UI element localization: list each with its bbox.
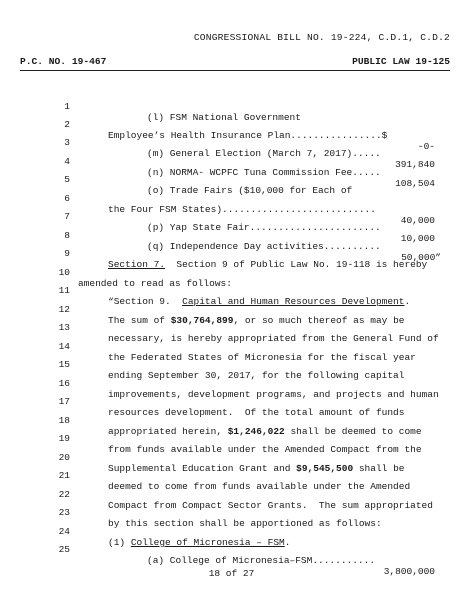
line-amount: 10,000 [400, 233, 435, 244]
line-text: by this section shall be apportioned as follows: [108, 518, 382, 529]
line-text: appropriated herein, $1,246,022 shall be deemed to come [108, 426, 422, 437]
line-text: (n) NORMA- WCPFC Tuna Commission Fee..... [147, 167, 381, 178]
line-21 [0, 459, 463, 492]
line-number: 5 [64, 174, 70, 185]
line-number: 24 [58, 526, 70, 537]
line-text: necessary, is hereby appropriated from the General Fund of [108, 333, 439, 344]
line-number: 10 [58, 267, 70, 278]
line-number: 2 [64, 119, 70, 130]
line-16 [0, 367, 463, 400]
com-fsm-heading: College of Micronesia – FSM [130, 537, 285, 548]
line-text: ending September 30, 2017, for the following capital [108, 370, 405, 381]
line-18 [0, 404, 463, 437]
line-number: 9 [64, 248, 70, 259]
line-text: improvements, development programs, and projects and human [108, 389, 439, 400]
line-text: Employee’s Health Insurance Plan................$ [108, 130, 388, 141]
line-number: 7 [64, 211, 70, 222]
line-6 [0, 182, 463, 226]
line-number: 16 [58, 378, 70, 389]
line-number: 8 [64, 230, 70, 241]
line-13 [0, 311, 463, 344]
line-1 [0, 90, 463, 123]
section-9-title: Capital and Human Resources Development [182, 296, 405, 307]
line-10 [0, 256, 463, 289]
compact-sector-sum: $9,545,500 [296, 463, 354, 474]
line-text: (m) General Election (March 7, 2017)..... [147, 148, 381, 159]
bill-number-header: CONGRESSIONAL BILL NO. 19-224, C.D.1, C.D.2 [193, 32, 450, 43]
line-text: deemed to come from funds available under the Amended [108, 481, 411, 492]
line-number: 3 [64, 137, 70, 148]
line-number: 4 [64, 156, 70, 167]
line-number: 12 [58, 304, 70, 315]
line-12 [0, 293, 463, 326]
line-15 [0, 348, 463, 381]
line-number: 21 [58, 470, 70, 481]
line-amount: 391,840 [395, 159, 435, 170]
line-2 [0, 108, 463, 152]
line-23 [0, 496, 463, 529]
line-text: Supplemental Education Grant and $9,545,500 shall be [108, 463, 405, 474]
line-17 [0, 385, 463, 418]
line-20 [0, 441, 463, 474]
line-19 [0, 422, 463, 455]
line-text: (o) Trade Fairs ($10,000 for Each of [147, 185, 353, 196]
line-number: 19 [58, 433, 70, 444]
line-amount: 40,000 [400, 215, 435, 226]
line-text: resources development. Of the total amount of funds [108, 407, 405, 418]
line-number: 25 [58, 544, 70, 555]
line-text: “Section 9. Capital and Human Resources Development. [108, 296, 411, 307]
line-number: 1 [64, 101, 70, 112]
document-header-row [20, 56, 450, 67]
line-text: Compact from Compact Sector Grants. The sum appropriated [108, 500, 433, 511]
line-text: amended to read as follows: [78, 278, 232, 289]
line-text: (a) College of Micronesia–FSM........... [147, 555, 376, 566]
line-text: (1) College of Micronesia – FSM. [108, 537, 291, 548]
public-law-number: PUBLIC LAW 19-125 [352, 56, 450, 67]
header-rule [20, 70, 450, 71]
line-number: 15 [58, 359, 70, 370]
line-24 [0, 515, 463, 548]
line-amount: 3,800,000 [383, 566, 435, 577]
line-amount: 50,000” [401, 252, 441, 263]
line-number: 11 [58, 285, 70, 296]
line-text: Section 7. Section 9 of Public Law No. 19-118 is hereby [108, 259, 428, 270]
page-number: 18 of 27 [208, 568, 255, 579]
line-number: 20 [58, 452, 70, 463]
line-number: 18 [58, 415, 70, 426]
line-text: The sum of $30,764,899, or so much thereof as may be [108, 315, 405, 326]
line-number: 14 [58, 341, 70, 352]
line-text: (l) FSM National Government [147, 112, 301, 123]
line-text: the Federated States of Micronesia for the fiscal year [108, 352, 416, 363]
line-text: (p) Yap State Fair....................... [147, 222, 381, 233]
line-number: 13 [58, 322, 70, 333]
line-amount: -0- [417, 141, 435, 152]
line-amount: 108,504 [395, 178, 435, 189]
line-number: 22 [58, 489, 70, 500]
line-3 [0, 126, 463, 170]
line-text: from funds available under the Amended Compact from the [108, 444, 422, 455]
pc-number: P.C. NO. 19-467 [20, 56, 107, 67]
compact-education-sum: $1,246,022 [227, 426, 285, 437]
line-22 [0, 478, 463, 511]
line-text: (q) Independence Day activities.......... [147, 241, 381, 252]
line-number: 17 [58, 396, 70, 407]
total-sum: $30,764,899 [170, 315, 234, 326]
section-7-heading: Section 7. [108, 259, 166, 270]
line-number: 23 [58, 507, 70, 518]
line-14 [0, 330, 463, 363]
line-11 [0, 274, 463, 307]
line-number: 6 [64, 193, 70, 204]
line-text: the Four FSM States)........................... [108, 204, 376, 215]
